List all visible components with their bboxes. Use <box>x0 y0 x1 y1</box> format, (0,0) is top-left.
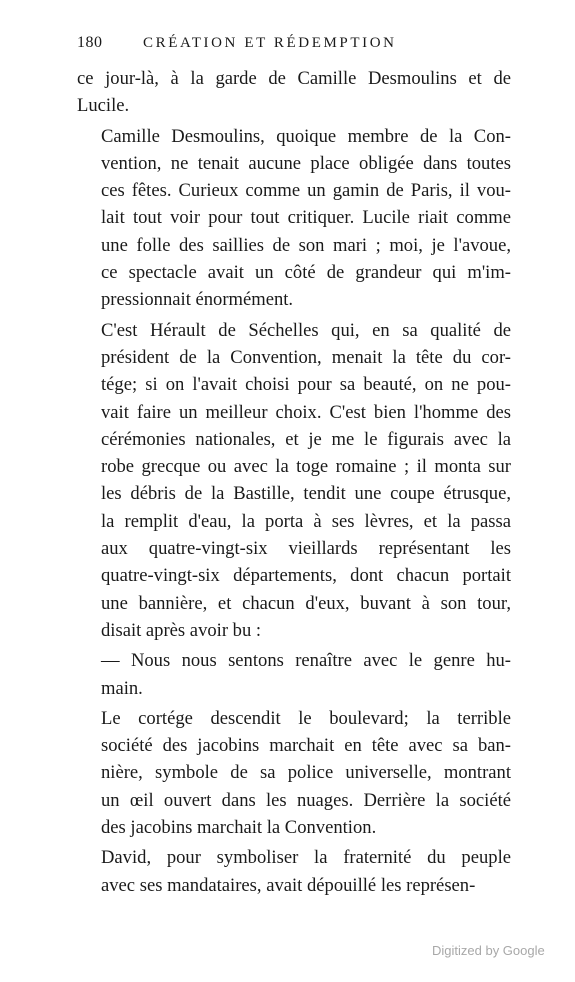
text-line: disait après avoir bu : <box>101 619 262 641</box>
text-line: C'est Hérault de Séchelles qui, en sa qualité de <box>101 319 511 341</box>
text-line: société des jacobins marchait en tête avec sa ban- <box>101 735 511 757</box>
text-line: lait tout voir pour tout critiquer. Lucile riait comme <box>101 207 511 229</box>
text-line: la remplit d'eau, la porta à ses lèvres, et la passa <box>101 510 511 532</box>
text-line: quatre-vingt-six départements, dont chacun portait <box>101 565 511 587</box>
text-line: une bannière, et chacun d'eux, buvant à son tour, <box>101 592 511 614</box>
watermark: Digitized by Google <box>432 943 545 958</box>
text-line: cérémonies nationales, et je me le figurais avec la <box>101 428 511 450</box>
text-line: un œil ouvert dans les nuages. Derrière la société <box>101 789 511 811</box>
paragraph <box>77 647 511 702</box>
text-line: Camille Desmoulins, quoique membre de la Con- <box>101 125 511 147</box>
text-line: main. <box>101 677 143 699</box>
running-head <box>77 34 511 60</box>
paragraph <box>77 65 511 120</box>
text-line: Le cortége descendit le boulevard; la terrible <box>101 707 511 729</box>
text-line: vait faire un meilleur choix. C'est bien l'homme des <box>101 401 511 423</box>
text-line: aux quatre-vingt-six vieillards représentant les <box>101 538 511 560</box>
text-line: ce spectacle avait un côté de grandeur qui m'im- <box>101 262 511 284</box>
paragraph <box>77 705 511 841</box>
text-line: ces fêtes. Curieux comme un gamin de Paris, il vou- <box>101 180 511 202</box>
text-line: les débris de la Bastille, tendit une coupe étrusque, <box>101 483 511 505</box>
text-line: — Nous nous sentons renaître avec le genre hu- <box>101 650 511 672</box>
paragraph <box>77 844 511 899</box>
text-line: tége; si on l'avait choisi pour sa beauté, on ne pou- <box>101 374 511 396</box>
text-line: président de la Convention, menait la tête du cor- <box>101 346 511 368</box>
text-line: nière, symbole de sa police universelle, montrant <box>101 762 511 784</box>
text-line: vention, ne tenait aucune place obligée dans toutes <box>101 152 511 174</box>
text-line: des jacobins marchait la Convention. <box>101 817 377 839</box>
text-line: pressionnait énormément. <box>101 289 294 311</box>
text-line: ce jour-là, à la garde de Camille Desmoulins et de <box>77 68 511 89</box>
running-title: CRÉATION ET RÉDEMPTION <box>143 35 397 51</box>
text-line: avec ses mandataires, avait dépouillé les représen- <box>101 874 476 896</box>
body-text <box>77 65 511 899</box>
book-page <box>77 34 511 899</box>
text-line: David, pour symboliser la fraternité du peuple <box>101 847 511 869</box>
paragraph <box>77 317 511 645</box>
text-line: robe grecque ou avec la toge romaine ; il monta sur <box>101 456 511 478</box>
text-line: Lucile. <box>77 95 130 117</box>
page-number: 180 <box>77 34 103 51</box>
paragraph <box>77 123 511 314</box>
text-line: une folle des saillies de son mari ; moi, je l'avoue, <box>101 234 511 256</box>
